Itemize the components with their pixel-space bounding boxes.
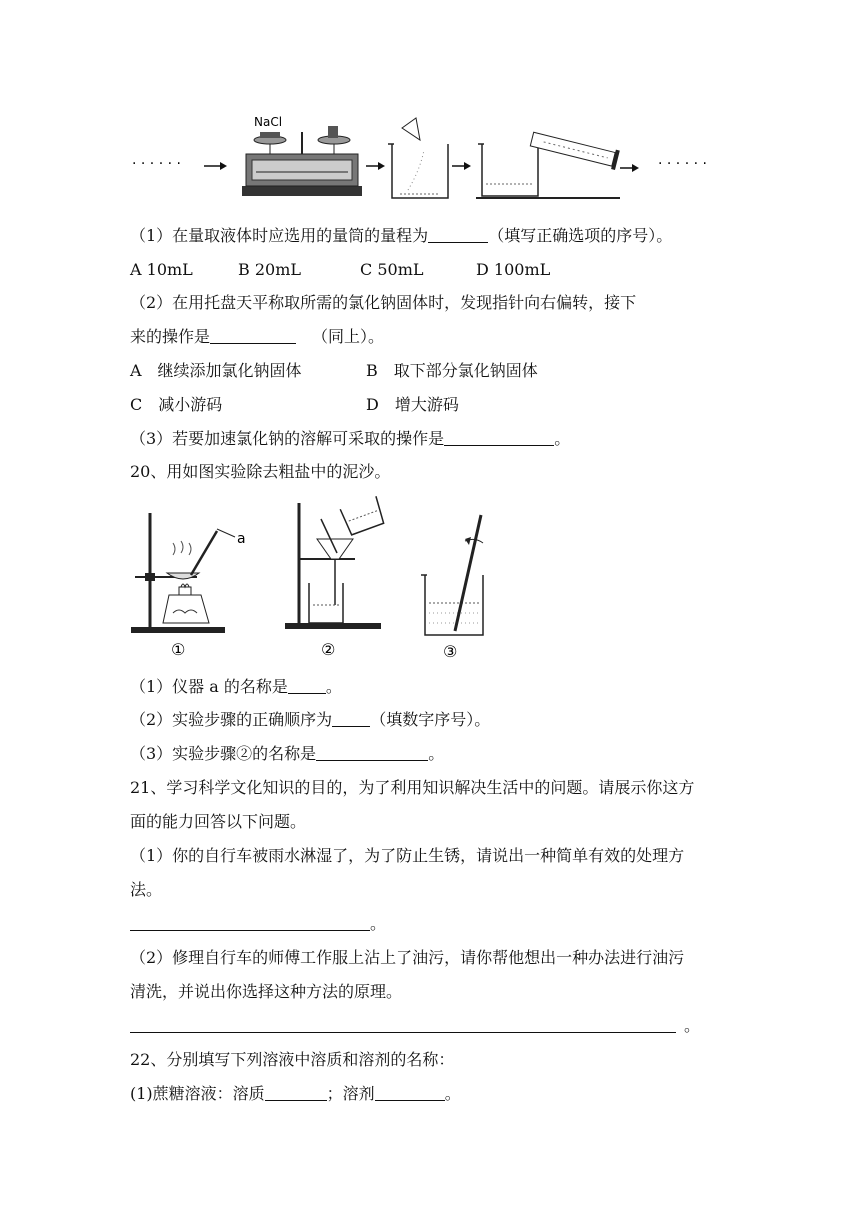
label-3: ③ xyxy=(443,642,458,661)
q22-title: 22、分别填写下列溶液中溶质和溶剂的名称： xyxy=(130,1050,455,1069)
beaker-icon xyxy=(388,118,448,198)
evaporation-apparatus-icon xyxy=(131,513,235,633)
q19-sub3-blank[interactable] xyxy=(444,429,554,446)
q19-sub2-blank[interactable] xyxy=(210,327,296,344)
label-a: a xyxy=(237,531,246,547)
option-c: C 减小游码 xyxy=(130,395,223,414)
option-a: A 继续添加氯化钠固体 xyxy=(130,361,302,380)
q21-sub1-line2: 法。 xyxy=(130,880,163,899)
q21-sub2-blank[interactable] xyxy=(130,1016,676,1033)
q19-sub2-line2: 来的操作是 （同上）。 xyxy=(130,327,385,346)
option-b: B 20mL xyxy=(238,260,301,279)
q22-solute-blank[interactable] xyxy=(265,1084,327,1101)
q21-title-line2: 面的能力回答以下问题。 xyxy=(130,812,307,831)
dissolving-beaker-icon xyxy=(421,515,483,635)
filtration-apparatus-icon xyxy=(285,496,386,629)
q19-sub1: （1）在量取液体时应选用的量筒的量程为 （填写正确选项的序号）。 xyxy=(130,226,673,245)
q21-sub2-line2: 清洗，并说出你选择这种方法的原理。 xyxy=(130,982,403,1001)
q19-sub2-options-row1 xyxy=(130,360,538,382)
solution-preparation-figure xyxy=(120,110,730,205)
q19-sub3: （3）若要加速氯化钠的溶解可采取的操作是 。 xyxy=(130,429,571,448)
label-2: ② xyxy=(321,640,336,659)
q21-sub1-line1: （1）你的自行车被雨水淋湿了，为了防止生锈，请说出一种简单有效的处理方 xyxy=(130,846,685,865)
q20-sub3: （3）实验步骤②的名称是 。 xyxy=(130,744,445,763)
coarse-salt-figure xyxy=(125,495,505,665)
dots-left: · · · · · · xyxy=(132,156,181,172)
q20-sub3-blank[interactable] xyxy=(316,744,428,761)
q20-sub1: （1）仪器 a 的名称是 。 xyxy=(130,677,342,696)
nacl-label: NaCl xyxy=(254,115,283,129)
q21-sub2-line1: （2）修理自行车的师傅工作服上沾上了油污，请你帮他想出一种办法进行油污 xyxy=(130,948,685,967)
option-d: D 增大游码 xyxy=(366,395,459,414)
dots-right: · · · · · · xyxy=(658,156,707,172)
q20-sub2: （2）实验步骤的正确顺序为 （填数字序号）。 xyxy=(130,710,491,729)
q19-sub1-options xyxy=(130,259,550,281)
q22-sub1: (1)蔗糖溶液：溶质 ；溶剂 。 xyxy=(130,1084,461,1103)
option-c: C 50mL xyxy=(360,260,424,279)
q20-sub2-blank[interactable] xyxy=(332,710,370,727)
option-d: D 100mL xyxy=(476,260,551,279)
q19-sub2-options-row2 xyxy=(130,394,459,416)
q21-sub1-answer: 。 xyxy=(130,913,386,935)
balance-icon xyxy=(242,126,362,196)
q20-title: 20、用如图实验除去粗盐中的泥沙。 xyxy=(130,462,391,481)
label-1: ① xyxy=(171,640,186,659)
q21-sub2-answer: 。 xyxy=(130,1015,700,1037)
q21-sub1-blank[interactable] xyxy=(130,914,370,931)
cylinder-pour-icon xyxy=(476,129,620,198)
q20-sub1-blank[interactable] xyxy=(288,677,326,694)
q19-sub1-blank[interactable] xyxy=(428,226,488,243)
q21-title-line1: 21、学习科学文化知识的目的，为了利用知识解决生活中的问题。请展示你这方 xyxy=(130,778,695,797)
q22-solvent-blank[interactable] xyxy=(375,1084,445,1101)
option-a: A 10mL xyxy=(130,260,193,279)
option-b: B 取下部分氯化钠固体 xyxy=(366,361,538,380)
q19-sub2-line1: （2）在用托盘天平称取所需的氯化钠固体时，发现指针向右偏转，接下 xyxy=(130,293,637,312)
